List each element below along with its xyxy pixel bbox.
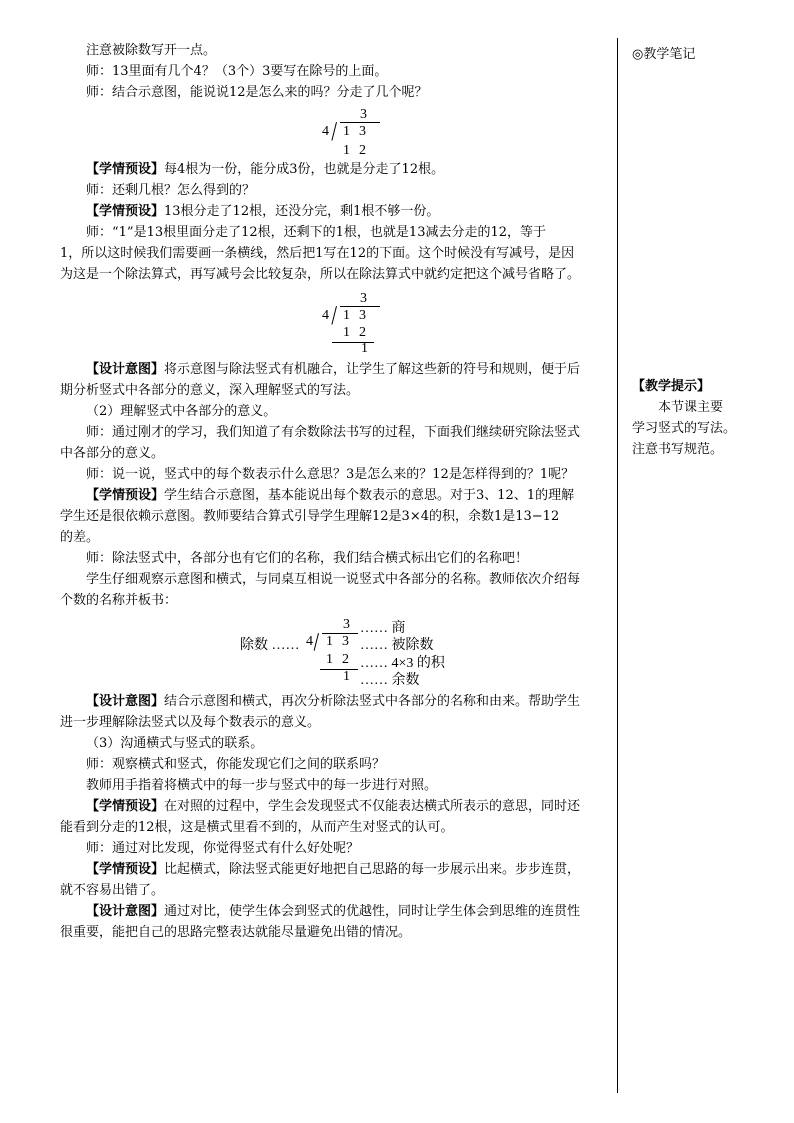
dividend-digit: 1 — [343, 124, 350, 139]
paragraph: 师：观察横式和竖式，你能发现它们之间的联系吗？ — [86, 757, 386, 772]
quotient: 3 — [360, 291, 367, 306]
paragraph: 很重要，能把自己的思路完整表达就能尽量避免出错的情况。 — [60, 925, 412, 940]
dividend-digit: 1 — [326, 634, 333, 649]
paragraph: 师：除法竖式中，各部分也有它们的名称，我们结合横式标出它们的名称吧！ — [86, 551, 529, 566]
paragraph: 1，所以这时候我们需要画一条横线，然后把1写在12的下面。这个时候没有写减号，是因 — [60, 246, 575, 261]
teaching-tip — [632, 376, 782, 460]
remainder-label: …… 余数 — [360, 673, 420, 688]
paragraph: 个数的名称并板书： — [60, 593, 178, 608]
paragraph: 师：13里面有几个4？（3个）3要写在除号的上面。 — [86, 64, 388, 79]
paragraph: 学生仔细观察示意图和横式，与同桌互相说一说竖式中各部分的名称。教师依次介绍每 — [86, 572, 581, 587]
product-digit: 2 — [359, 143, 366, 158]
divisor-label: 除数 …… — [240, 638, 300, 653]
paragraph: 师：通过对比发现，你觉得竖式有什么好处呢？ — [86, 841, 360, 856]
text: 学生结合示意图，基本能说出每个数表示的意思。对于3、12、1的理解 — [164, 488, 575, 503]
text: 13根分走了12根，还没分完，剩1根不够一份。 — [164, 204, 440, 219]
text: 通过对比，使学生体会到竖式的优越性，同时让学生体会到思维的连贯性 — [164, 904, 581, 919]
product-digit: 2 — [359, 325, 366, 340]
long-division-1 — [60, 103, 610, 159]
paragraph: 师：结合示意图，能说说12是怎么来的吗？分走了几个呢？ — [86, 85, 428, 100]
dividend-label: …… 被除数 — [360, 638, 434, 653]
product-digit: 2 — [342, 652, 349, 667]
quotient-label: …… 商 — [360, 621, 406, 636]
long-division-labeled — [60, 611, 610, 691]
text: 在对照的过程中，学生会发现竖式不仅能表达横式所表示的意思，同时还 — [164, 799, 581, 814]
notes-title: ◎教学笔记 — [632, 47, 696, 62]
division-bar — [340, 306, 380, 307]
long-division-2 — [60, 285, 610, 359]
paragraph — [60, 159, 610, 180]
paragraph — [60, 796, 610, 817]
paragraph: 师：“1”是13根里面分走了12根，还剩下的1根，也就是13减去分走的12，等于 — [86, 225, 547, 240]
tag: 【学情预设】 — [86, 162, 165, 177]
paragraph — [60, 901, 610, 922]
main-content — [60, 40, 610, 943]
dividend-digit: 3 — [342, 634, 349, 649]
division-bracket — [331, 122, 337, 141]
paragraph: 师：说一说，竖式中的每个数表示什么意思？3是怎么来的？12是怎样得到的？1呢？ — [86, 467, 575, 482]
subtraction-line — [320, 669, 358, 670]
division-bracket — [331, 306, 337, 325]
paragraph — [60, 201, 610, 222]
paragraph: 为这是一个除法算式，再写减号会比较复杂，所以在除法算式中就约定把这个减号省略了。 — [60, 267, 581, 282]
text: 每4根为一份，能分成3份，也就是分走了12根。 — [164, 162, 445, 177]
paragraph — [60, 359, 610, 380]
division-bar — [340, 122, 380, 123]
paragraph: 学生还是很依赖示意图。教师要结合算式引导学生理解12是3×4的积，余数1是13−12 — [60, 509, 560, 524]
paragraph: 能看到分走的12根，这是横式里看不到的，从而产生对竖式的认可。 — [60, 820, 454, 835]
tip-line: 本节课主要 — [658, 400, 724, 415]
text: 将示意图与除法竖式有机融合，让学生了解这些新的符号和规则，便于后 — [164, 362, 581, 377]
tag: 【学情预设】 — [86, 862, 165, 877]
margin-divider — [617, 38, 618, 1093]
quotient: 3 — [360, 107, 367, 122]
remainder: 1 — [343, 669, 350, 684]
tag: 【学情预设】 — [86, 204, 165, 219]
paragraph: 期分析竖式中各部分的意义，深入理解竖式的写法。 — [60, 383, 360, 398]
paragraph: 师：还剩几根？怎么得到的？ — [86, 183, 256, 198]
product-label: …… 4×3 的积 — [360, 656, 445, 671]
dividend-digit: 3 — [359, 308, 366, 323]
tip-line: 注意书写规范。 — [632, 442, 724, 457]
paragraph — [60, 859, 610, 880]
paragraph — [60, 485, 610, 506]
tip-line: 学习竖式的写法。 — [632, 421, 737, 436]
paragraph: 的差。 — [60, 530, 100, 545]
paragraph: 注意被除数写开一点。 — [86, 43, 217, 58]
tag: 【设计意图】 — [86, 694, 165, 709]
tag: 【设计意图】 — [86, 362, 165, 377]
paragraph: 进一步理解除法竖式以及每个数表示的意义。 — [60, 715, 321, 730]
product-digit: 1 — [343, 143, 350, 158]
tag: 【设计意图】 — [86, 904, 165, 919]
remainder: 1 — [361, 341, 368, 356]
paragraph: 就不容易出错了。 — [60, 883, 165, 898]
product-digit: 1 — [326, 652, 333, 667]
paragraph: （2）理解竖式中各部分的意义。 — [86, 404, 277, 419]
tag: 【学情预设】 — [86, 488, 165, 503]
dividend-digit: 1 — [343, 308, 350, 323]
paragraph: （3）沟通横式与竖式的联系。 — [86, 736, 264, 751]
product-digit: 1 — [343, 325, 350, 340]
text: 比起横式，除法竖式能更好地把自己思路的每一步展示出来。步步连贯， — [164, 862, 581, 877]
paragraph: 师：通过刚才的学习，我们知道了有余数除法书写的过程，下面我们继续研究除法竖式 — [86, 425, 581, 440]
division-bracket — [314, 633, 319, 651]
paragraph — [60, 691, 610, 712]
tag: 【学情预设】 — [86, 799, 165, 814]
dividend-digit: 3 — [359, 124, 366, 139]
quotient: 3 — [343, 617, 350, 632]
text: 结合示意图和横式，再次分析除法竖式中各部分的名称和由来。帮助学生 — [164, 694, 581, 709]
tip-title: 【教学提示】 — [632, 379, 711, 394]
divisor: 4 — [322, 124, 329, 139]
divisor: 4 — [322, 308, 329, 323]
paragraph: 中各部分的意义。 — [60, 446, 165, 461]
paragraph: 教师用手指着将横式中的每一步与竖式中的每一步进行对照。 — [86, 778, 438, 793]
divisor: 4 — [306, 634, 313, 649]
